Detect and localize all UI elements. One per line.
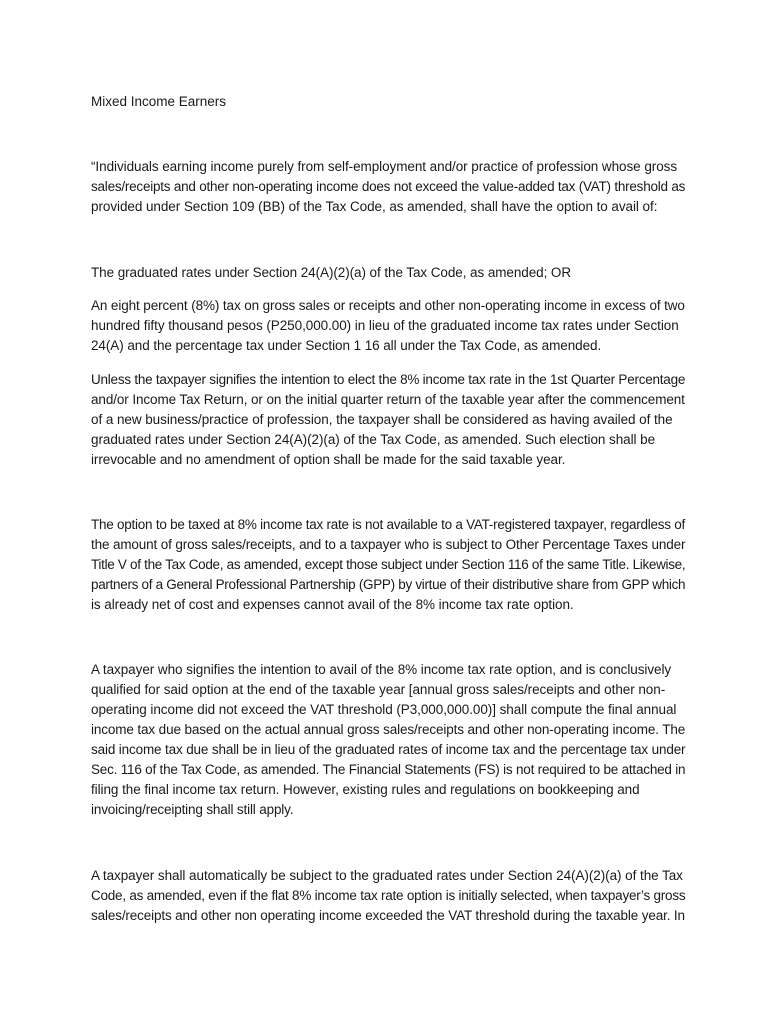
- paragraph-line: hundred fifty thousand pesos (P250,000.00) in lieu of the graduated income tax rates under Section: [91, 318, 679, 333]
- paragraph-line: The option to be taxed at 8% income tax rate is not available to a VAT-registered taxpayer, regardless of: [91, 517, 686, 532]
- paragraph-line: The graduated rates under Section 24(A)(2)(a) of the Tax Code, as amended; OR: [91, 265, 572, 280]
- paragraph-line: partners of a General Professional Partnership (GPP) by virtue of their distributive share from GPP which: [91, 577, 686, 592]
- paragraph-line: sales/receipts and other non operating income exceeded the VAT threshold during the taxable year. In: [91, 908, 685, 923]
- paragraph-line: qualified for said option at the end of the taxable year [annual gross sales/receipts and other non-: [91, 682, 666, 697]
- paragraph-line: 24(A) and the percentage tax under Section 1 16 all under the Tax Code, as amended.: [91, 338, 602, 353]
- paragraph-line: income tax due based on the actual annual gross sales/receipts and other non-operating income. The: [91, 722, 686, 737]
- paragraph-line: A taxpayer shall automatically be subject to the graduated rates under Section 24(A)(2)(a) of the Tax: [91, 868, 683, 883]
- paragraph-line: Sec. 116 of the Tax Code, as amended. The Financial Statements (FS) is not required to be attached in: [91, 762, 686, 777]
- paragraph-line: the amount of gross sales/receipts, and to a taxpayer who is subject to Other Percentage Taxes under: [91, 537, 686, 552]
- paragraph-line: A taxpayer who signifies the intention to avail of the 8% income tax rate option, and is conclusively: [91, 662, 672, 677]
- paragraph-graduated-rates: [91, 263, 691, 283]
- paragraph-automatic-graduated: [91, 866, 691, 926]
- paragraph-line: operating income did not exceed the VAT threshold (P3,000,000.00)] shall compute the final annual: [91, 702, 677, 717]
- paragraph-final-computation: [91, 660, 691, 820]
- paragraph-line: filing the final income tax return. However, existing rules and regulations on bookkeeping and: [91, 782, 640, 797]
- paragraph-line: irrevocable and no amendment of option shall be made for the said taxable year.: [91, 452, 566, 467]
- paragraph-line: “Individuals earning income purely from self-employment and/or practice of profession whose gross: [91, 159, 678, 174]
- paragraph-line: invoicing/receipting shall still apply.: [91, 802, 294, 817]
- paragraph-line: Code, as amended, even if the flat 8% income tax rate option is initially selected, when taxpayer’s gross: [91, 888, 686, 903]
- paragraph-eight-percent-tax: [91, 296, 691, 356]
- paragraph-election: [91, 370, 691, 470]
- paragraph-line: Unless the taxpayer signifies the intention to elect the 8% income tax rate in the 1st Quarter Percentage: [91, 372, 686, 387]
- paragraph-line: provided under Section 109 (BB) of the Tax Code, as amended, shall have the option to avail of:: [91, 199, 658, 214]
- paragraph-line: said income tax due shall be in lieu of the graduated rates of income tax and the percentage tax under: [91, 742, 686, 757]
- paragraph-options-intro: [91, 157, 691, 217]
- paragraph-not-available: [91, 515, 691, 615]
- paragraph-line: sales/receipts and other non-operating income does not exceed the value-added tax (VAT) threshold as: [91, 179, 686, 194]
- paragraph-line: is already net of cost and expenses cannot avail of the 8% income tax rate option.: [91, 597, 574, 612]
- paragraph-line: An eight percent (8%) tax on gross sales or receipts and other non-operating income in excess of two: [91, 298, 685, 313]
- paragraph-line: of a new business/practice of profession, the taxpayer shall be considered as having availed of the: [91, 412, 673, 427]
- paragraph-line: graduated rates under Section 24(A)(2)(a) of the Tax Code, as amended. Such election shall be: [91, 432, 656, 447]
- paragraph-line: Title V of the Tax Code, as amended, except those subject under Section 116 of the same Title. Likewise,: [91, 557, 686, 572]
- paragraph-line: and/or Income Tax Return, or on the initial quarter return of the taxable year after the commencement: [91, 392, 685, 407]
- document-title: Mixed Income Earners: [91, 94, 227, 109]
